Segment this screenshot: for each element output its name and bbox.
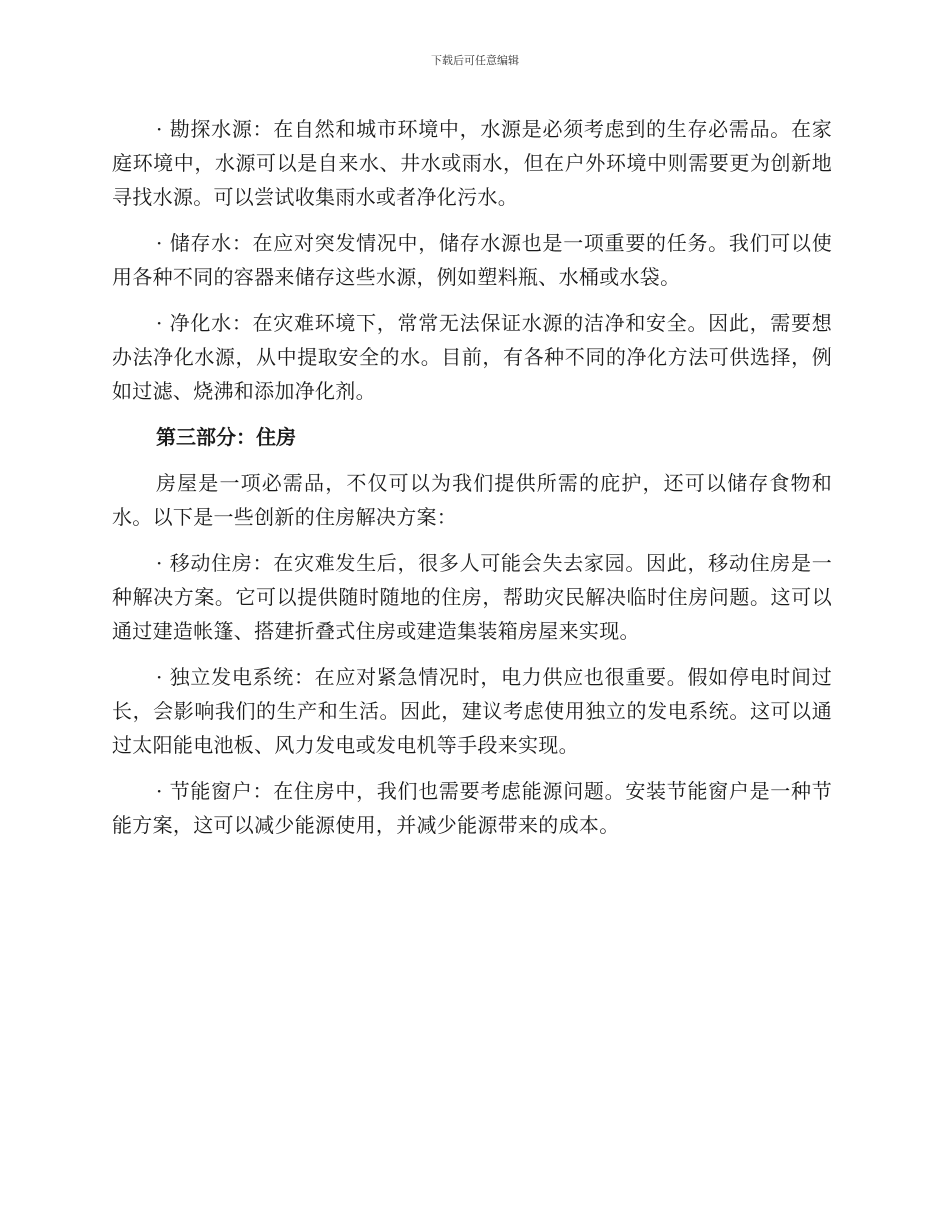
paragraph-power-system: · 独立发电系统：在应对紧急情况时，电力供应也很重要。假如停电时间过长，会影响我们的生产和生活。因此，建议考虑使用独立的发电系统。这可以通过太阳能电池板、风力发电或发电机等手段来实现。 [112,665,832,757]
section-heading-housing: 第三部分：住房 [156,425,296,449]
paragraph-water-purification: · 净化水：在灾难环境下，常常无法保证水源的洁净和安全。因此，需要想办法净化水源，从中提取安全的水。目前，有各种不同的净化方法可供选择，例如过滤、烧沸和添加净化剂。 [112,311,832,403]
paragraph-water-storage: · 储存水：在应对突发情况中，储存水源也是一项重要的任务。我们可以使用各种不同的容器来储存这些水源，例如塑料瓶、水桶或水袋。 [112,231,832,289]
document-body [112,112,832,854]
paragraph-energy-windows: · 节能窗户：在住房中，我们也需要考虑能源问题。安装节能窗户是一种节能方案，这可以减少能源使用，并减少能源带来的成本。 [112,779,832,837]
page-header: 下载后可任意编辑 [431,54,519,67]
paragraph-housing-intro: 房屋是一项必需品，不仅可以为我们提供所需的庇护，还可以储存食物和水。以下是一些创新的住房解决方案： [112,471,832,529]
paragraph-water-exploration: · 勘探水源：在自然和城市环境中，水源是必须考虑到的生存必需品。在家庭环境中，水源可以是自来水、井水或雨水，但在户外环境中则需要更为创新地寻找水源。可以尝试收集雨水或者净化污水。 [112,117,832,209]
paragraph-mobile-housing: · 移动住房：在灾难发生后，很多人可能会失去家园。因此，移动住房是一种解决方案。它可以提供随时随地的住房，帮助灾民解决临时住房问题。这可以通过建造帐篷、搭建折叠式住房或建造集装箱房屋来实现。 [112,551,832,643]
